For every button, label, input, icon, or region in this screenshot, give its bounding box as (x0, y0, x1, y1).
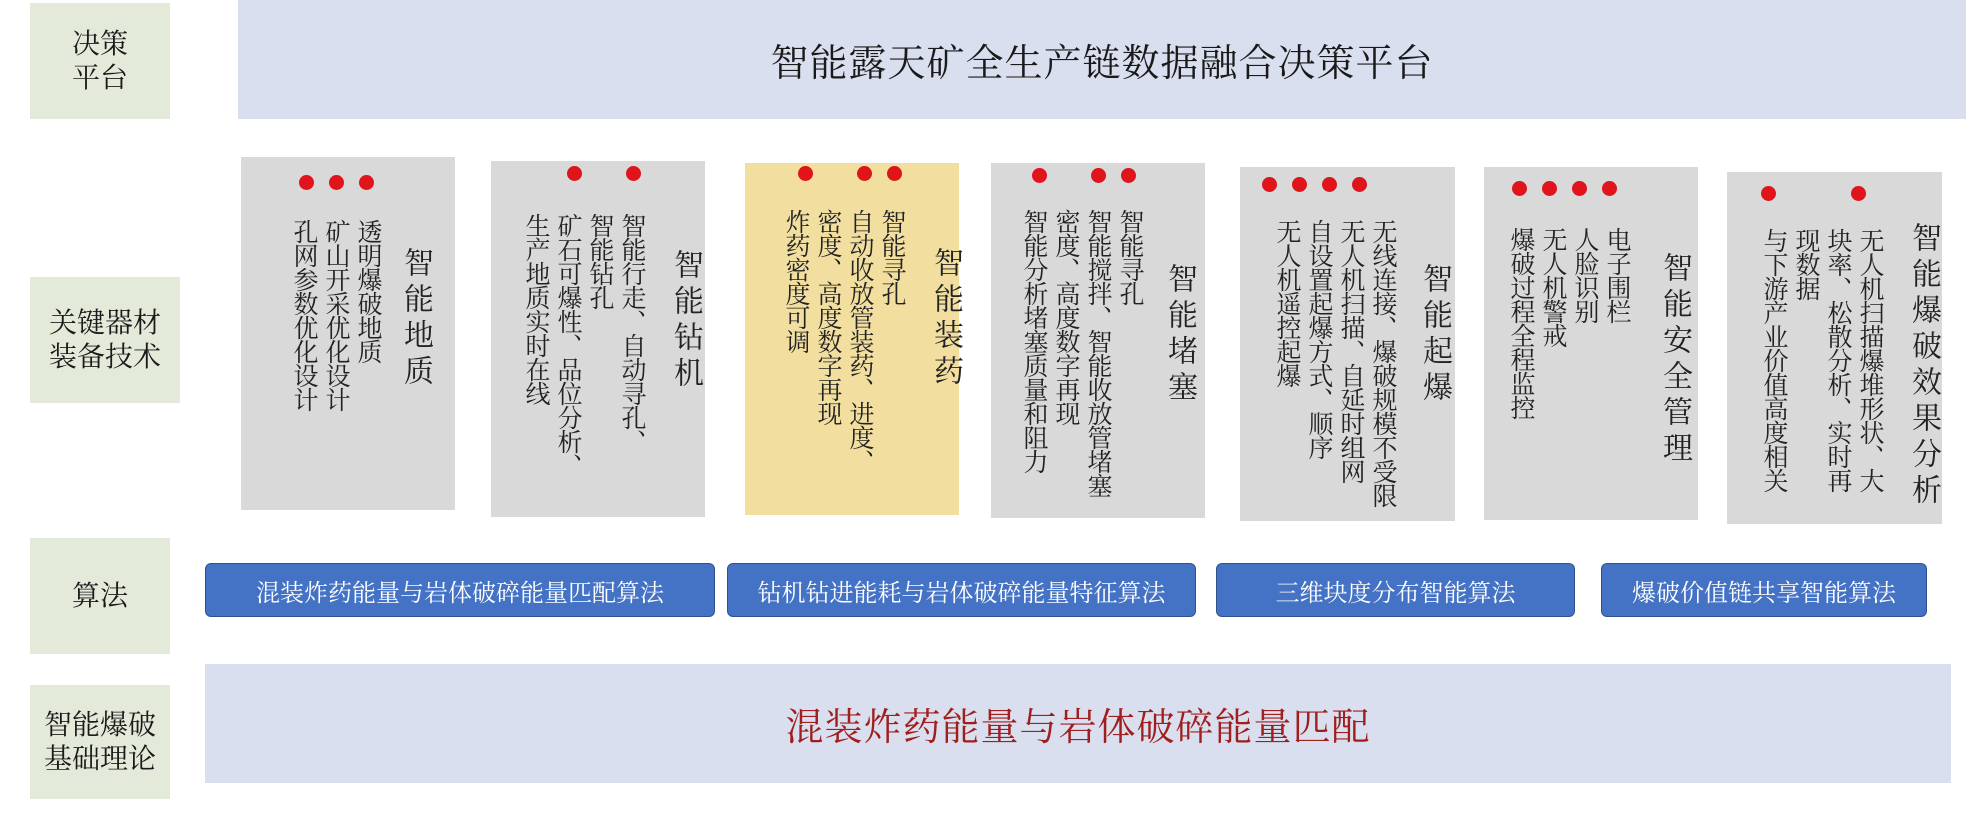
algorithm-label: 三维块度分布智能算法 (1275, 578, 1516, 607)
card-line: 生产地质实时在线 (522, 213, 551, 405)
card-line: 密度、高度数字再现 (1052, 209, 1081, 425)
status-dot (798, 166, 813, 181)
layer-label-equipment (30, 277, 180, 403)
card-line: 透明爆破地质 (354, 219, 383, 363)
card-line: 智能寻孔 (878, 209, 907, 305)
card-line: 人脸识别 (1571, 227, 1600, 323)
card-line: 电子围栏 (1603, 227, 1632, 323)
status-dot (359, 175, 374, 190)
status-dot (857, 166, 872, 181)
status-dot (1032, 168, 1047, 183)
card-line: 自设置起爆方式、顺序 (1305, 219, 1334, 459)
card-line: 智能行走、自动寻孔、 (618, 213, 647, 453)
card-line: 块率、松散分析、实时再 (1824, 228, 1853, 492)
card-stemming (991, 163, 1205, 518)
card-line: 自动收放管装药、进度、 (846, 209, 875, 473)
card-title: 智能地质 (398, 247, 433, 391)
algorithm-box-4 (1601, 563, 1927, 617)
card-safety (1484, 167, 1698, 520)
status-dot (1322, 177, 1337, 192)
card-title: 智能爆破效果分析 (1906, 222, 1941, 510)
card-line: 智能分析堵塞质量和阻力 (1020, 209, 1049, 473)
card-initiation (1240, 167, 1455, 521)
status-dot (1352, 177, 1367, 192)
layer-label-decision (30, 3, 170, 119)
status-dot (626, 166, 641, 181)
card-title: 智能起爆 (1417, 263, 1452, 407)
card-line: 矿山开采优化设计 (322, 219, 351, 411)
status-dot (329, 175, 344, 190)
algorithm-label: 爆破价值链共享智能算法 (1632, 578, 1896, 607)
card-line: 与下游产业价值高度相关 (1760, 228, 1789, 492)
card-line: 无线连接、爆破规模不受限 (1369, 219, 1398, 507)
foundation-title: 混装炸药能量与岩体破碎能量匹配 (785, 705, 1371, 749)
algorithm-label: 混装炸药能量与岩体破碎能量匹配算法 (256, 578, 664, 607)
card-line: 孔网参数优化设计 (290, 219, 319, 411)
status-dot (1572, 181, 1587, 196)
status-dot (1542, 181, 1557, 196)
algorithm-label: 钻机钻进能耗与岩体破碎能量特征算法 (757, 578, 1166, 607)
card-line: 无人机警戒 (1539, 227, 1568, 347)
status-dot (1292, 177, 1307, 192)
card-line: 智能搅拌、智能收放管堵塞 (1084, 209, 1113, 497)
layer-label-algorithm (30, 538, 170, 654)
card-line: 爆破过程全程监控 (1507, 227, 1536, 419)
foundation-banner (205, 664, 1951, 783)
status-dot (1761, 186, 1776, 201)
card-line: 无人机扫描爆堆形状、大 (1856, 228, 1885, 492)
algorithm-box-3 (1216, 563, 1575, 617)
card-line: 无人机扫描、自延时组网 (1337, 219, 1366, 483)
card-title: 智能堵塞 (1162, 263, 1197, 407)
card-blast-analysis (1727, 172, 1942, 524)
card-line: 智能钻孔 (586, 213, 615, 309)
status-dot (1262, 177, 1277, 192)
status-dot (567, 166, 582, 181)
status-dot (1121, 168, 1136, 183)
card-line: 矿石可爆性、品位分析、 (554, 213, 583, 477)
layer-label-theory-text: 智能爆破 基础理论 (43, 708, 156, 775)
status-dot (1602, 181, 1617, 196)
card-line: 炸药密度可调 (782, 209, 811, 353)
card-drill (491, 161, 705, 517)
status-dot (299, 175, 314, 190)
algorithm-box-1 (205, 563, 715, 617)
card-title: 智能钻机 (668, 249, 703, 393)
status-dot (887, 166, 902, 181)
layer-label-equipment-text: 关键器材 装备技术 (48, 306, 161, 373)
status-dot (1851, 186, 1866, 201)
card-title: 智能装药 (928, 247, 963, 391)
algorithm-box-2 (727, 563, 1196, 617)
status-dot (1512, 181, 1527, 196)
platform-title: 智能露天矿全生产链数据融合决策平台 (770, 41, 1434, 85)
card-line: 智能寻孔 (1116, 209, 1145, 305)
card-charging (745, 163, 963, 515)
card-line: 无人机遥控起爆 (1273, 219, 1302, 387)
layer-label-decision-text: 决策 平台 (71, 27, 128, 94)
platform-banner (238, 0, 1966, 119)
card-title: 智能安全管理 (1657, 252, 1692, 468)
layer-label-theory (30, 685, 170, 799)
card-geology (241, 157, 455, 510)
card-line: 密度、高度数字再现 (814, 209, 843, 425)
status-dot (1091, 168, 1106, 183)
layer-label-algorithm-text: 算法 (71, 579, 128, 612)
card-line: 现数据 (1792, 228, 1821, 300)
